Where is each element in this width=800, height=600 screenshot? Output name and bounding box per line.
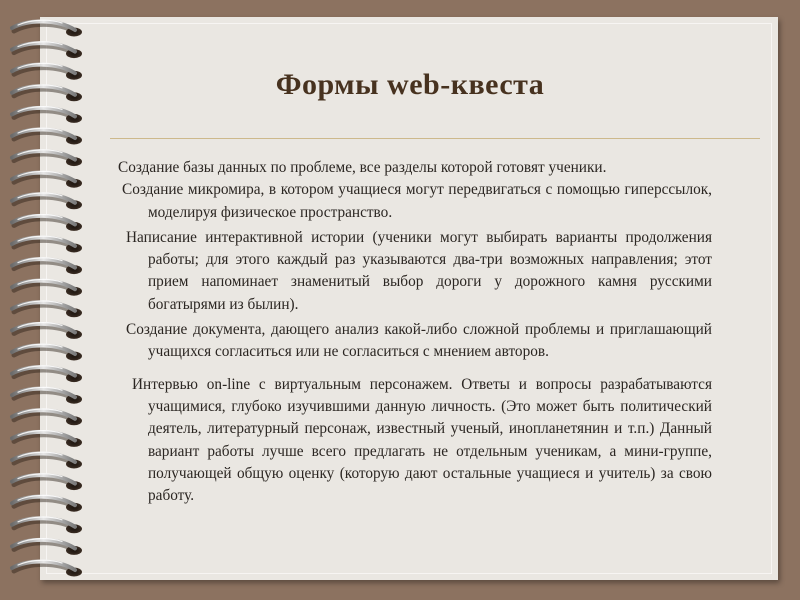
- binding-ring: [12, 128, 82, 144]
- paragraph-online-interview: Интервью on-line с виртуальным персонажем. Ответы и вопросы разрабатываются учащимися, глубоко изучившими данную личность. (Это может быть политический деятель, литературный персонаж, известный ученый, инопланетянин и т.п.) Данный вариант работы лучше всего предлагать не отдельным ученикам, а мини-группе, получающей общую оценку (которую дают остальные учащиеся и учитель) за свою работу.: [132, 375, 712, 505]
- binding-ring: [12, 301, 82, 317]
- binding-ring: [12, 323, 82, 339]
- binding-ring: [12, 42, 82, 58]
- binding-ring: [12, 495, 82, 511]
- binding-ring: [12, 150, 82, 166]
- paragraph-microworld: Создание микромира, в котором учащиеся могут передвигаться с помощью гиперссылок, моделируя физическое пространство.: [122, 181, 712, 221]
- binding-ring: [12, 517, 82, 533]
- binding-ring: [12, 560, 82, 576]
- binding-ring: [12, 366, 82, 382]
- binding-ring: [12, 474, 82, 490]
- title-divider: [110, 138, 760, 139]
- paragraph-document-analysis: Создание документа, дающего анализ какой-либо сложной проблемы и приглашающий учащихся согласиться или не согласиться с мнением авторов.: [126, 321, 712, 361]
- binding-ring: [12, 193, 82, 209]
- binding-ring: [12, 409, 82, 425]
- binding-ring: [12, 236, 82, 252]
- binding-ring: [12, 387, 82, 403]
- binding-ring: [12, 431, 82, 447]
- paragraph-interactive-story: Написание интерактивной истории (ученики могут выбирать варианты продолжения работы; для этого каждый раз указываются два-три возможных направления; этот прием напоминает знаменитый выбор дороги у дорожного камня русскими богатырями из былин).: [126, 228, 712, 313]
- binding-ring: [12, 539, 82, 555]
- slide-title: Формы web-квеста: [275, 68, 545, 101]
- binding-ring: [12, 452, 82, 468]
- binding-ring: [12, 279, 82, 295]
- binding-ring: [12, 171, 82, 187]
- slide-content: [118, 157, 712, 507]
- binding-ring: [12, 215, 82, 231]
- binding-ring: [12, 20, 82, 36]
- binding-ring: [12, 107, 82, 123]
- paragraph-database: Создание базы данных по проблеме, все разделы которой готовят ученики.: [118, 159, 607, 176]
- binding-ring: [12, 258, 82, 274]
- binding-ring: [12, 344, 82, 360]
